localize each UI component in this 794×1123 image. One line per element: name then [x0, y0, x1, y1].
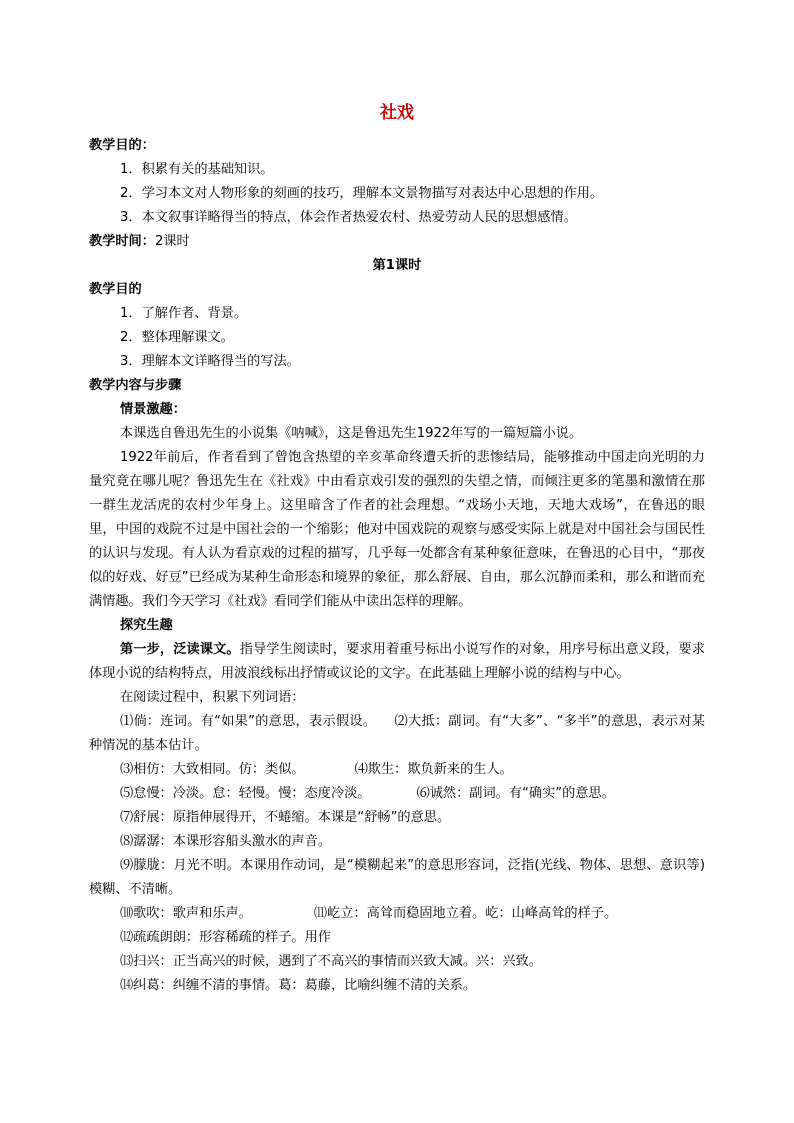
vocab-item: ⑿疏疏朗朗：形容稀疏的样子。用作 [120, 930, 331, 945]
goals-heading: 教学目的： [89, 138, 155, 153]
vocab-item: ⑷欺生：欺负新来的生人。 [354, 762, 513, 777]
lesson1-goals-heading: 教学目的 [89, 282, 142, 297]
step1-label: 第一步，泛读课文。 [120, 642, 240, 657]
vocab-item: ⑽歌吹：歌声和乐声。 [120, 906, 252, 921]
vocab-item: ⑼朦胧：月光不明。本课用作动词，是“模糊起来”的意思形容词，泛指(光线、物体、思想、意识等)模糊、不清晰。 [89, 858, 705, 897]
vocab-item: ⑾屹立：高耸而稳固地立着。屹：山峰高耸的样子。 [313, 906, 618, 921]
vocab-item: ⒁纠葛：纠缠不清的事情。葛：葛藤，比喻纠缠不清的关系。 [120, 978, 477, 993]
vocab-item: ⑻潺潺：本课形容船头激水的声音。 [120, 834, 331, 849]
vocab-item: ⑶相仿：大致相同。仿：类似。 [120, 762, 305, 777]
vocab-line [89, 758, 705, 782]
time-label: 教学时间： [89, 234, 155, 249]
vocab-item: ⑴倘：连词。有“如果”的意思，表示假设。 [120, 714, 377, 729]
vocab-line [89, 902, 705, 926]
vocab-item: ⑵大抵：副词。有“大多”、“多半”的意思，表示对某种情况的基本估计。 [89, 714, 705, 753]
vocab-item: ⑹诚然：副词。有“确实”的意思。 [416, 786, 615, 801]
goal-item: 1．积累有关的基础知识。 [120, 162, 274, 177]
time-value: 2课时 [154, 234, 190, 249]
lesson1-goal-item: 3．理解本文详略得当的写法。 [120, 354, 300, 369]
vocab-item: ⑸怠慢：冷淡。怠：轻慢。慢：态度冷淡。 [120, 786, 371, 801]
step1-paragraph [89, 638, 705, 686]
document-page [89, 100, 705, 998]
teaching-time [89, 230, 705, 254]
intro-paragraph-1: 本课选自鲁迅先生的小说集《呐喊》，这是鲁迅先生1922年写的一篇短篇小说。 [120, 426, 583, 441]
explore-heading: 探究生趣 [120, 618, 173, 633]
vocab-line [89, 710, 705, 758]
goal-item: 2．学习本文对人物形象的刻画的技巧，理解本文景物描写对表达中心思想的作用。 [120, 186, 604, 201]
goal-item: 3．本文叙事详略得当的特点，体会作者热爱农村、热爱劳动人民的思想感情。 [120, 210, 577, 225]
step1-text: 指导学生阅读时，要求用着重号标出小说写作的对象，用序号标出意义段，要求体现小说的结构特点，用波浪线标出抒情或议论的文字。在此基础上理解小说的结构与中心。 [89, 642, 706, 681]
vocab-item: ⑺舒展：原指伸展得开，不蜷缩。本课是“舒畅”的意思。 [120, 810, 451, 825]
lesson1-goal-item: 1．了解作者、背景。 [120, 306, 248, 321]
vocab-line [89, 782, 705, 806]
lesson1-heading: 第1课时 [372, 258, 422, 273]
intro-heading: 情景激趣： [120, 402, 186, 417]
intro-paragraph-2: 1922年前后，作者看到了曾饱含热望的辛亥革命终遭夭折的悲惨结局，能够推动中国走向光明的力量究竟在哪儿呢？鲁迅先生在《社戏》中由看京戏引发的强烈的失望之情，而倾注更多的笔墨和激情在那一群生龙活虎的农村少年身上。这里暗含了作者的社会理想。“戏场小天地，天地大戏场”，在鲁迅的眼里，中国的戏院不过是中国社会的一个缩影；他对中国戏院的观察与感受实际上就是对中国社会与国民性的认识与发现。有人认为看京戏的过程的描写，几乎每一处都含有某种象征意味，在鲁迅的心目中，“那夜似的好戏、好豆”已经成为某种生命形态和境界的象征，那么舒展、自由，那么沉静而柔和，那么和谐而充满情趣。我们今天学习《社戏》看同学们能从中读出怎样的理解。 [89, 450, 705, 609]
vocab-intro: 在阅读过程中，积累下列词语： [120, 690, 305, 705]
content-heading: 教学内容与步骤 [89, 378, 182, 393]
vocab-item: ⒀扫兴：正当高兴的时候，遇到了不高兴的事情而兴致大减。兴：兴致。 [120, 954, 542, 969]
document-title: 社戏 [380, 103, 414, 123]
lesson1-goal-item: 2．整体理解课文。 [120, 330, 234, 345]
